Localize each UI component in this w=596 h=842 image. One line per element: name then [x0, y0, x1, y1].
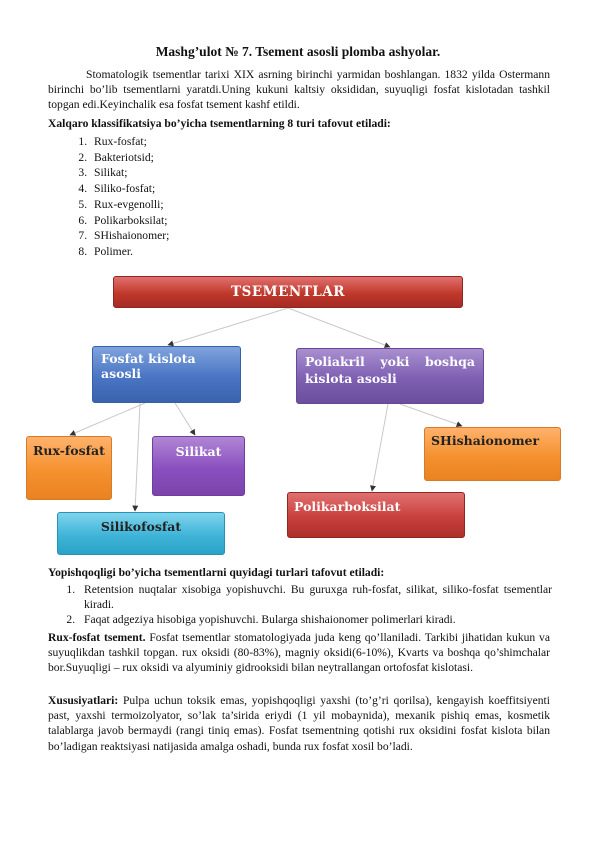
diagram-root-box: TSEMENTLAR [113, 276, 463, 308]
rux-fosfat-paragraph [48, 630, 550, 676]
list-item: 2. Bakteriotsid; [90, 150, 550, 166]
connector-poli-polik [372, 404, 388, 491]
page-title: Mashg’ulot № 7. Tsement asosli plomba ashyolar. [155, 44, 441, 59]
list-item: 4. Siliko-fosfat; [90, 181, 550, 197]
list-item: 1. Rux-fosfat; [90, 134, 550, 150]
fosfat-group-box: Fosfat kislota asosli [92, 346, 241, 403]
silikat-box: Silikat [152, 436, 245, 496]
list-item: 6. Polikarboksilat; [90, 213, 550, 229]
list-item: 1. Retentsion nuqtalar xisobiga yopishuvchi. Bu guruxga ruh-fosfat, silikat, siliko-fosfat tsementlar kiradi. [78, 582, 552, 612]
connector-root-poli [288, 308, 390, 347]
connector-poli-shi [400, 404, 462, 426]
polikarboksilat-box: Polikarboksilat [287, 492, 465, 538]
features-label: Xususiyatlari: [48, 694, 119, 707]
silikofosfat-box: Silikofosfat [57, 512, 225, 555]
features-paragraph [48, 693, 550, 754]
connector-fosfat-rux [70, 403, 145, 435]
rux-fosfat-text: Fosfat tsementlar stomatologiyada juda keng qo’llaniladi. Tarkibi jihatidan kukun va suyuqlikdan tashkil topgan. rux oksidi (80-83%), magniy oksidi(6-10%), Kvarts va boshqa qo’shimchalar bor.Suyuqligi – rux oksidi va alyuminiy gidrooksidi bilan neytrallangan ortofosfat kislotasi. [48, 631, 550, 675]
cement-types-list [48, 134, 550, 260]
poliakril-line1: Poliakril yoki boshqa [305, 354, 475, 369]
connector-root-fosfat [168, 308, 288, 345]
list-item: 7. SHishaionomer; [90, 228, 550, 244]
list-item: 3. Silikat; [90, 165, 550, 181]
adhesion-types-list [48, 582, 552, 627]
rux-fosfat-box: Rux-fosfat [26, 436, 112, 500]
list-item: 8. Polimer. [90, 244, 550, 260]
poliakril-group-box [296, 348, 484, 404]
poliakril-line2: kislota asosli [305, 371, 397, 386]
list-item: 2. Faqat adgeziya hisobiga yopishuvchi. Bularga shishaionomer polimerlari kiradi. [78, 612, 552, 627]
adhesion-heading: Yopishqoqligi bo’yicha tsementlarni quyidagi turlari tafovut etiladi: [48, 566, 385, 579]
list-item: 5. Rux-evgenolli; [90, 197, 550, 213]
connector-fosfat-silikofosfat [135, 403, 140, 511]
intro-paragraph: Stomatologik tsementlar tarixi XIX asrning birinchi yarmidan boshlangan. 1832 yilda Ostermann birinchi bo’lib tsementlarni yaratdi.Uning kukuni kaltsiy oksididan, suyuqligi fosfat kislotadan tashkil topgan edi.Keyinchalik esa fosfat tsement kashf etildi. [48, 68, 550, 112]
shishaionomer-box: SHishaionomer [424, 427, 561, 481]
rux-fosfat-label: Rux-fosfat tsement. [48, 631, 146, 644]
classification-heading: Xalqaro klassifikatsiya bo’yicha tsementlarning 8 turi tafovut etiladi: [48, 117, 391, 130]
connector-fosfat-silikat [175, 403, 195, 435]
features-text: Pulpa uchun toksik emas, yopishqoqligi yaxshi (to’g’ri qorilsa), kengayish koeffitsiyenti past, yaxshi termoizolyator, so’lak ta’sirida eriydi (1 yil mobaynida), mexanik pishiq emas, kosmetik talablarga javob bermaydi (rangi tiniq emas). Fosfat tsementning qotishi rux oksidini fosfat kislota bilan bo’ladigan reaktsiyasi natijasida amalga oshadi, bunda rux fosfat xosil bo’ladi. [48, 694, 550, 753]
